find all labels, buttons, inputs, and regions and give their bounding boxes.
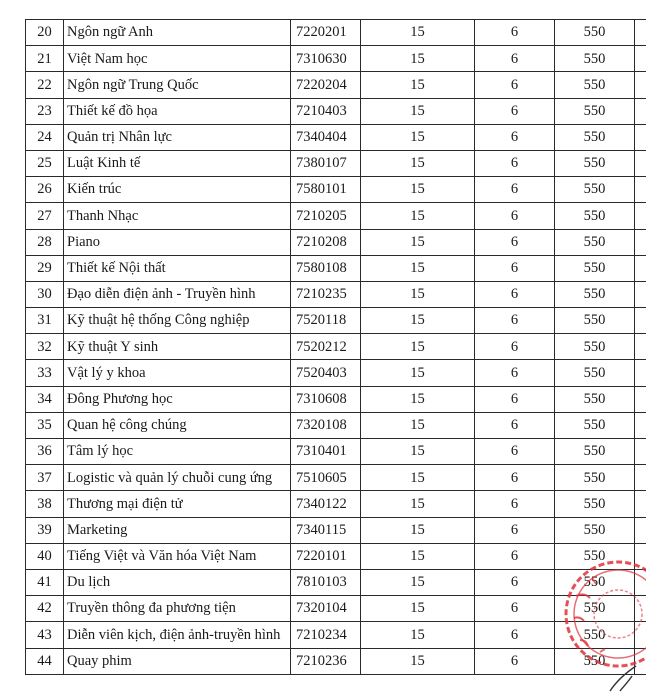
row-number-cell: 23: [26, 98, 64, 124]
value-cell-c: 550: [555, 308, 635, 334]
value-cell-c: 550: [555, 517, 635, 543]
value-cell-a: 15: [361, 412, 475, 438]
value-cell-a: 15: [361, 648, 475, 674]
value-cell-a: 15: [361, 308, 475, 334]
value-cell-b: 6: [475, 491, 555, 517]
table-row: [26, 648, 646, 674]
row-number-cell: 38: [26, 491, 64, 517]
value-cell-c: 550: [555, 46, 635, 72]
value-cell-b: 6: [475, 517, 555, 543]
table-row: [26, 150, 646, 176]
program-code-cell: 7340404: [291, 124, 361, 150]
value-cell-b: 6: [475, 229, 555, 255]
row-number-cell: 39: [26, 517, 64, 543]
empty-cell: [635, 648, 646, 674]
table-body: [26, 20, 646, 675]
value-cell-c: 550: [555, 569, 635, 595]
value-cell-a: 15: [361, 491, 475, 517]
row-number-cell: 30: [26, 281, 64, 307]
row-number-cell: 42: [26, 596, 64, 622]
program-name-cell: Vật lý y khoa: [64, 360, 291, 386]
program-name-cell: Tâm lý học: [64, 439, 291, 465]
value-cell-b: 6: [475, 281, 555, 307]
table-row: [26, 281, 646, 307]
program-name-cell: Tiếng Việt và Văn hóa Việt Nam: [64, 543, 291, 569]
program-name-cell: Piano: [64, 229, 291, 255]
value-cell-c: 550: [555, 124, 635, 150]
empty-cell: [635, 255, 646, 281]
program-code-cell: 7340122: [291, 491, 361, 517]
program-code-cell: 7520118: [291, 308, 361, 334]
value-cell-a: 15: [361, 177, 475, 203]
program-code-cell: 7220204: [291, 72, 361, 98]
table-row: [26, 20, 646, 46]
program-name-cell: Kỹ thuật hệ thống Công nghiệp: [64, 308, 291, 334]
program-code-cell: 7210403: [291, 98, 361, 124]
value-cell-a: 15: [361, 72, 475, 98]
table-row: [26, 412, 646, 438]
empty-cell: [635, 98, 646, 124]
program-name-cell: Quay phim: [64, 648, 291, 674]
value-cell-c: 550: [555, 150, 635, 176]
table-row: [26, 360, 646, 386]
empty-cell: [635, 543, 646, 569]
program-code-cell: 7220201: [291, 20, 361, 46]
value-cell-a: 15: [361, 386, 475, 412]
row-number-cell: 28: [26, 229, 64, 255]
empty-cell: [635, 360, 646, 386]
value-cell-c: 550: [555, 20, 635, 46]
value-cell-a: 15: [361, 622, 475, 648]
value-cell-a: 15: [361, 543, 475, 569]
program-code-cell: 7380107: [291, 150, 361, 176]
empty-cell: [635, 203, 646, 229]
value-cell-c: 550: [555, 255, 635, 281]
table-row: [26, 229, 646, 255]
value-cell-c: 550: [555, 177, 635, 203]
value-cell-b: 6: [475, 308, 555, 334]
program-code-cell: 7220101: [291, 543, 361, 569]
value-cell-b: 6: [475, 177, 555, 203]
table-row: [26, 98, 646, 124]
value-cell-a: 15: [361, 46, 475, 72]
empty-cell: [635, 308, 646, 334]
row-number-cell: 44: [26, 648, 64, 674]
table-row: [26, 517, 646, 543]
row-number-cell: 29: [26, 255, 64, 281]
program-code-cell: 7210208: [291, 229, 361, 255]
value-cell-a: 15: [361, 98, 475, 124]
empty-cell: [635, 465, 646, 491]
value-cell-a: 15: [361, 569, 475, 595]
program-name-cell: Đạo diễn điện ảnh - Truyền hình: [64, 281, 291, 307]
table-row: [26, 491, 646, 517]
row-number-cell: 22: [26, 72, 64, 98]
program-name-cell: Việt Nam học: [64, 46, 291, 72]
program-name-cell: Thanh Nhạc: [64, 203, 291, 229]
value-cell-b: 6: [475, 46, 555, 72]
value-cell-b: 6: [475, 255, 555, 281]
empty-cell: [635, 622, 646, 648]
program-name-cell: Truyền thông đa phương tiện: [64, 596, 291, 622]
program-name-cell: Kiến trúc: [64, 177, 291, 203]
program-code-cell: 7810103: [291, 569, 361, 595]
empty-cell: [635, 386, 646, 412]
program-code-cell: 7210205: [291, 203, 361, 229]
value-cell-c: 550: [555, 386, 635, 412]
table-row: [26, 569, 646, 595]
value-cell-b: 6: [475, 203, 555, 229]
program-name-cell: Đông Phương học: [64, 386, 291, 412]
empty-cell: [635, 124, 646, 150]
program-name-cell: Thiết kế đồ họa: [64, 98, 291, 124]
table-row: [26, 596, 646, 622]
value-cell-a: 15: [361, 229, 475, 255]
program-name-cell: Ngôn ngữ Trung Quốc: [64, 72, 291, 98]
table-row: [26, 72, 646, 98]
row-number-cell: 25: [26, 150, 64, 176]
value-cell-b: 6: [475, 124, 555, 150]
program-code-cell: 7520212: [291, 334, 361, 360]
program-code-cell: 7340115: [291, 517, 361, 543]
row-number-cell: 41: [26, 569, 64, 595]
empty-cell: [635, 491, 646, 517]
program-code-cell: 7210236: [291, 648, 361, 674]
row-number-cell: 43: [26, 622, 64, 648]
table-row: [26, 334, 646, 360]
value-cell-c: 550: [555, 412, 635, 438]
value-cell-c: 550: [555, 229, 635, 255]
row-number-cell: 31: [26, 308, 64, 334]
program-code-cell: 7520403: [291, 360, 361, 386]
value-cell-c: 550: [555, 72, 635, 98]
program-code-cell: 7210234: [291, 622, 361, 648]
empty-cell: [635, 20, 646, 46]
program-name-cell: Du lịch: [64, 569, 291, 595]
row-number-cell: 35: [26, 412, 64, 438]
empty-cell: [635, 281, 646, 307]
empty-cell: [635, 517, 646, 543]
table-row: [26, 124, 646, 150]
empty-cell: [635, 72, 646, 98]
table-row: [26, 255, 646, 281]
table-row: [26, 622, 646, 648]
table-row: [26, 46, 646, 72]
value-cell-b: 6: [475, 648, 555, 674]
value-cell-b: 6: [475, 596, 555, 622]
value-cell-a: 15: [361, 255, 475, 281]
value-cell-c: 550: [555, 360, 635, 386]
row-number-cell: 32: [26, 334, 64, 360]
program-name-cell: Thương mại điện tử: [64, 491, 291, 517]
value-cell-b: 6: [475, 412, 555, 438]
value-cell-a: 15: [361, 20, 475, 46]
value-cell-c: 550: [555, 622, 635, 648]
value-cell-b: 6: [475, 98, 555, 124]
value-cell-b: 6: [475, 569, 555, 595]
value-cell-b: 6: [475, 334, 555, 360]
row-number-cell: 40: [26, 543, 64, 569]
value-cell-c: 550: [555, 203, 635, 229]
program-name-cell: Marketing: [64, 517, 291, 543]
program-name-cell: Ngôn ngữ Anh: [64, 20, 291, 46]
value-cell-a: 15: [361, 439, 475, 465]
value-cell-a: 15: [361, 360, 475, 386]
program-name-cell: Diễn viên kịch, điện ảnh-truyền hình: [64, 622, 291, 648]
program-code-cell: 7310608: [291, 386, 361, 412]
row-number-cell: 36: [26, 439, 64, 465]
value-cell-b: 6: [475, 465, 555, 491]
empty-cell: [635, 439, 646, 465]
empty-cell: [635, 150, 646, 176]
value-cell-b: 6: [475, 622, 555, 648]
row-number-cell: 37: [26, 465, 64, 491]
value-cell-c: 550: [555, 281, 635, 307]
value-cell-b: 6: [475, 360, 555, 386]
row-number-cell: 26: [26, 177, 64, 203]
table-row: [26, 177, 646, 203]
table-row: [26, 386, 646, 412]
row-number-cell: 34: [26, 386, 64, 412]
empty-cell: [635, 229, 646, 255]
empty-cell: [635, 334, 646, 360]
value-cell-c: 550: [555, 439, 635, 465]
value-cell-c: 550: [555, 596, 635, 622]
row-number-cell: 21: [26, 46, 64, 72]
program-code-cell: 7320104: [291, 596, 361, 622]
value-cell-b: 6: [475, 439, 555, 465]
value-cell-c: 550: [555, 648, 635, 674]
value-cell-c: 550: [555, 465, 635, 491]
program-code-cell: 7580101: [291, 177, 361, 203]
value-cell-a: 15: [361, 203, 475, 229]
empty-cell: [635, 569, 646, 595]
value-cell-a: 15: [361, 334, 475, 360]
table-row: [26, 543, 646, 569]
value-cell-c: 550: [555, 98, 635, 124]
program-code-cell: 7510605: [291, 465, 361, 491]
value-cell-b: 6: [475, 386, 555, 412]
row-number-cell: 27: [26, 203, 64, 229]
program-code-cell: 7310630: [291, 46, 361, 72]
value-cell-a: 15: [361, 596, 475, 622]
value-cell-a: 15: [361, 517, 475, 543]
value-cell-a: 15: [361, 281, 475, 307]
row-number-cell: 33: [26, 360, 64, 386]
program-code-cell: 7580108: [291, 255, 361, 281]
table-row: [26, 308, 646, 334]
value-cell-a: 15: [361, 150, 475, 176]
program-name-cell: Thiết kế Nội thất: [64, 255, 291, 281]
value-cell-c: 550: [555, 543, 635, 569]
value-cell-b: 6: [475, 72, 555, 98]
program-name-cell: Logistic và quản lý chuỗi cung ứng: [64, 465, 291, 491]
value-cell-c: 550: [555, 334, 635, 360]
value-cell-b: 6: [475, 150, 555, 176]
value-cell-b: 6: [475, 543, 555, 569]
program-code-cell: 7310401: [291, 439, 361, 465]
empty-cell: [635, 46, 646, 72]
admission-table: [25, 19, 646, 675]
empty-cell: [635, 596, 646, 622]
empty-cell: [635, 177, 646, 203]
table-row: [26, 465, 646, 491]
row-number-cell: 20: [26, 20, 64, 46]
value-cell-a: 15: [361, 124, 475, 150]
empty-cell: [635, 412, 646, 438]
program-name-cell: Quan hệ công chúng: [64, 412, 291, 438]
program-name-cell: Quản trị Nhân lực: [64, 124, 291, 150]
row-number-cell: 24: [26, 124, 64, 150]
table-row: [26, 439, 646, 465]
program-name-cell: Luật Kinh tế: [64, 150, 291, 176]
value-cell-b: 6: [475, 20, 555, 46]
program-code-cell: 7210235: [291, 281, 361, 307]
program-name-cell: Kỹ thuật Y sinh: [64, 334, 291, 360]
program-code-cell: 7320108: [291, 412, 361, 438]
value-cell-a: 15: [361, 465, 475, 491]
table-row: [26, 203, 646, 229]
value-cell-c: 550: [555, 491, 635, 517]
